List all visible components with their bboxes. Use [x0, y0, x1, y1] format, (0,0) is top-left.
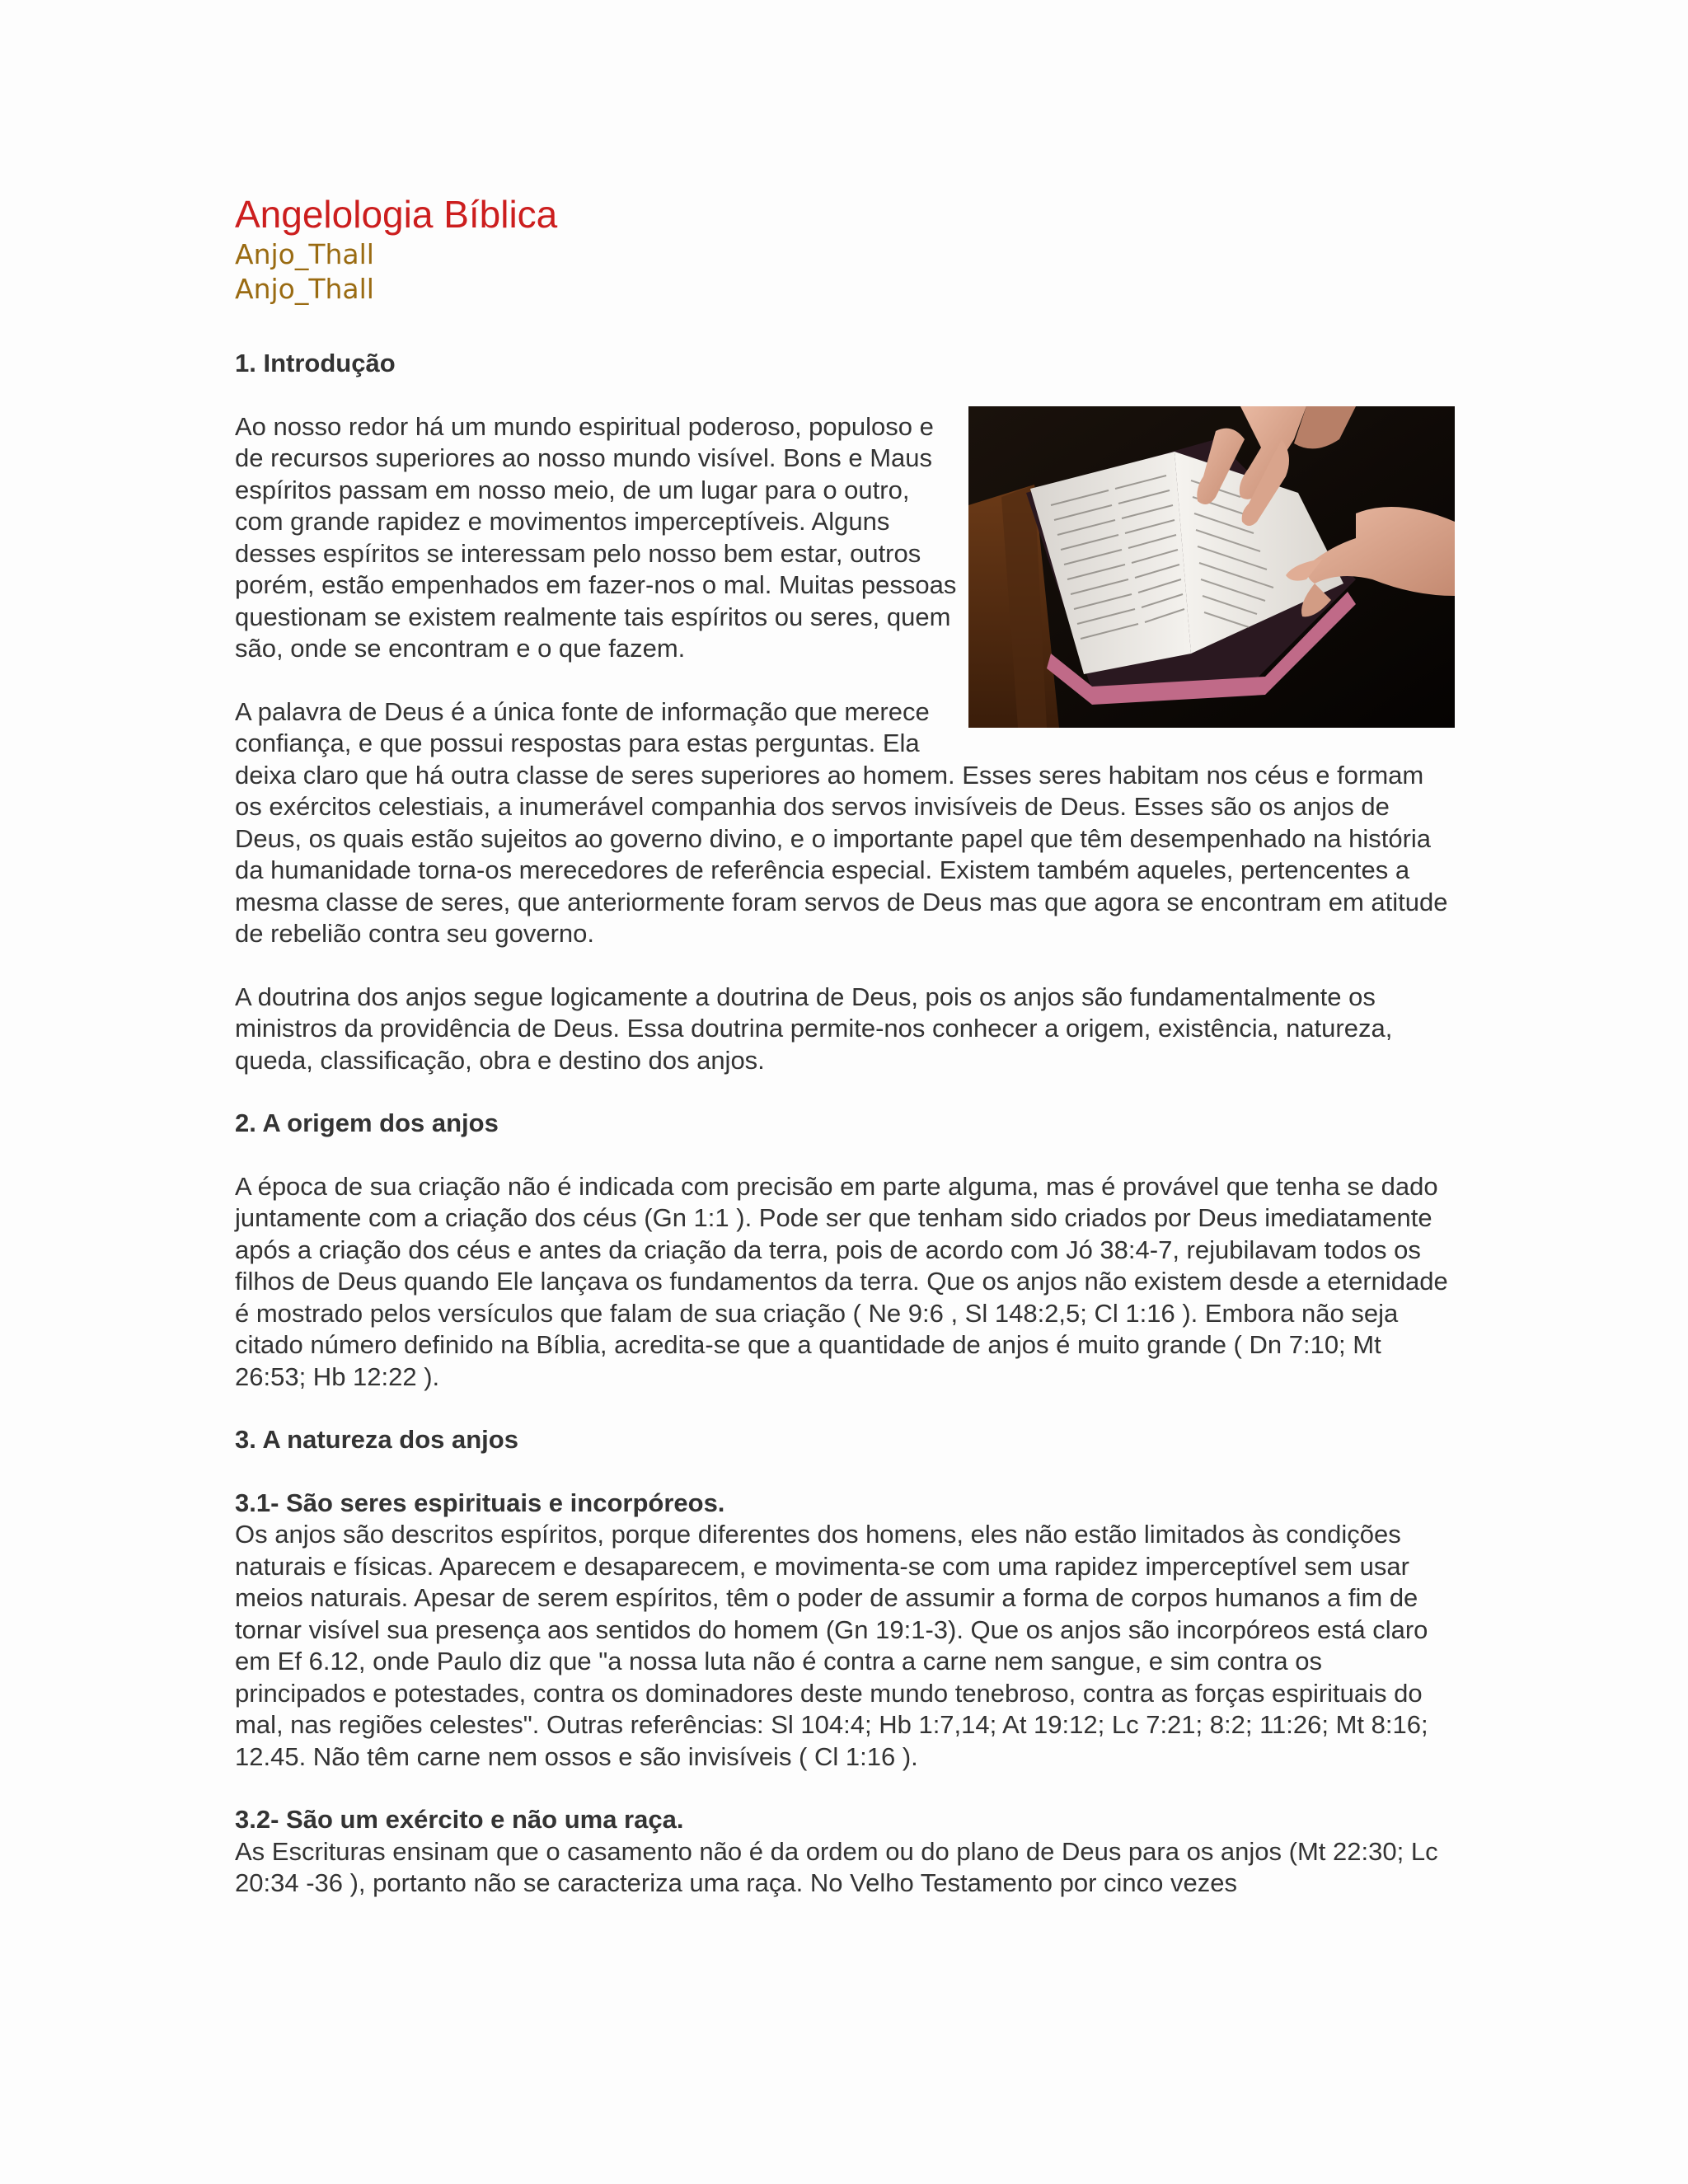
section-heading: 2. A origem dos anjos: [235, 1108, 499, 1137]
subsection: [235, 1804, 1455, 1900]
section-heading: 3. A natureza dos anjos: [235, 1425, 518, 1454]
subsection: [235, 1488, 1455, 1774]
subsection-text: As Escrituras ensinam que o casamento não é da ordem ou do plano de Deus para os anjos (Mt 22:30; Lc 20:34 -36 ), portanto não se caracteriza uma raça. No Velho Testamento por cinco vezes: [235, 1836, 1438, 1897]
subsection-heading: 3.1- São seres espirituais e incorpóreos.: [235, 1488, 725, 1517]
open-bible-illustration: [968, 406, 1455, 728]
paragraph: A palavra de Deus é a única fonte de informação que merece confiança, e que possui respostas para estas perguntas. Ela deixa claro que há outra classe de seres superiores ao homem. Esses seres habitam nos céus e formam os exércitos celestiais, a inumerável companhia dos servos invisíveis de Deus. Esses são os anjos de Deus, os quais estão sujeitos ao governo divino, e o importante papel que têm desempenhado na história da humanidade torna-os merecedores de referência especial. Existem também aqueles, pertencentes a mesma classe de seres, que anteriormente foram servos de Deus mas que agora se encontram em atitude de rebelião contra seu governo.: [235, 696, 1448, 948]
document-page: [235, 191, 1455, 1931]
subsection-text: Os anjos são descritos espíritos, porque diferentes dos homens, eles não estão limitados às condições naturais e físicas. Aparecem e desaparecem, e movimenta-se com uma rapidez imperceptível sem usar meios naturais. Apesar de serem espíritos, têm o poder de assumir a forma de corpos humanos a fim de tornar visível sua presença aos sentidos do homem (Gn 19:1-3). Que os anjos são incorpóreos está claro em Ef 6.12, onde Paulo diz que "a nossa luta não é contra a carne nem sangue, e sim contra os principados e potestades, contra os dominadores deste mundo tenebroso, contra as forças espirituais do mal, nas regiões celestes". Outras referências: Sl 104:4; Hb 1:7,14; At 19:12; Lc 7:21; 8:2; 11:26; Mt 8:16; 12.45. Não têm carne nem ossos e são invisíveis ( Cl 1:16 ).: [235, 1520, 1428, 1771]
section-heading: 1. Introdução: [235, 349, 396, 377]
author-line: Anjo_Thall: [235, 273, 374, 305]
paragraph: A doutrina dos anjos segue logicamente a doutrina de Deus, pois os anjos são fundamentalmente os ministros da providência de Deus. Essa doutrina permite-nos conhecer a origem, existência, natureza, queda, classificação, obra e destino dos anjos.: [235, 982, 1393, 1075]
paragraph: A época de sua criação não é indicada com precisão em parte alguma, mas é provável que tenha se dado juntamente com a criação dos céus (Gn 1:1 ). Pode ser que tenham sido criados por Deus imediatamente após a criação dos céus e antes da criação da terra, pois de acordo com Jó 38:4-7, rejubilavam todos os filhos de Deus quando Ele lançava os fundamentos da terra. Que os anjos não existem desde a eternidade é mostrado pelos versículos que falam de sua criação ( Ne 9:6 , Sl 148:2,5; Cl 1:16 ). Embora não seja citado número definido na Bíblia, acredita-se que a quantidade de anjos é muito grande ( Dn 7:10; Mt 26:53; Hb 12:22 ).: [235, 1171, 1448, 1391]
bible-photo: [968, 406, 1455, 728]
author-line: Anjo_Thall: [235, 238, 374, 270]
document-title: Angelologia Bíblica: [235, 193, 558, 236]
subsection-heading: 3.2- São um exército e não uma raça.: [235, 1805, 684, 1834]
article-body: [235, 348, 1455, 1900]
paragraph: Ao nosso redor há um mundo espiritual poderoso, populoso e de recursos superiores ao nosso mundo visível. Bons e Maus espíritos passam em nosso meio, de um lugar para o outro, com grande rapidez e movimentos imperceptíveis. Alguns desses espíritos se interessam pelo nosso bem estar, outros porém, estão empenhados em fazer-nos o mal. Muitas pessoas questionam se existem realmente tais espíritos ou seres, quem são, onde se encontram e o que fazem.: [235, 411, 957, 663]
